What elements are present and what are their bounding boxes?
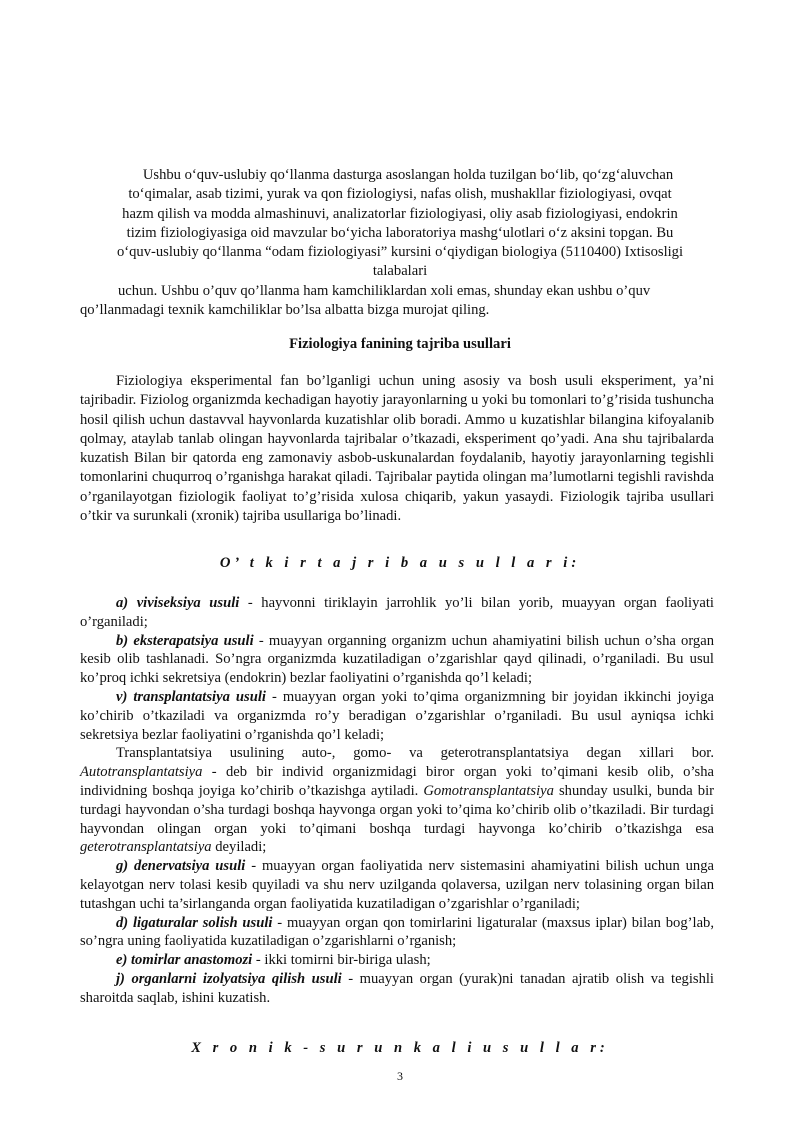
method-term: v) transplantatsiya usuli [116, 688, 266, 705]
gomo-text: shunday usulki, bunda bir turdagi hayvondan o’sha turdagi boshqa hayvonga organ yoki to’qima ko’chirib olib o’tkaziladi. Bir turdagi hayvondan olingan organ yoki to’qimani boshqa turdagi hayvonga ko’chirib o’tkazishga esa [80, 782, 714, 837]
list-item [80, 951, 714, 970]
method-text: - ikki tomirni bir-biriga ulash; [252, 952, 431, 969]
list-item [80, 594, 714, 632]
auto-term: Autotransplantatsiya [80, 764, 203, 781]
gomo-term: Gomotransplantatsiya [423, 782, 554, 799]
getero-term: geterotransplantatsiya [80, 839, 212, 856]
method-text: - hayvonni tiriklayin jarrohlik yo’li bilan yorib, muayyan organ faoliyati o’rganiladi; [80, 595, 714, 630]
intro-line: to‘qimalar, asab tizimi, yurak va qon fiziologiysi, nafas olish, mushakllar fiziologiyasi, ovqat [128, 186, 672, 203]
list-item [80, 857, 714, 913]
list-item [80, 970, 714, 1008]
method-term: a) viviseksiya usuli [116, 595, 240, 611]
page-number: 3 [397, 1069, 403, 1083]
section-title: Fiziologiya fanining tajriba usullari [289, 336, 511, 352]
method-text: - muayyan organ qon tomirlarini ligaturalar (maxsus iplar) bilan bog’lab, so’ngra uning faoliyatida kuzatiladigan o’zgarishlarni o’rganish; [80, 914, 714, 950]
intro-line: talabalari [372, 263, 428, 280]
transplant-paragraph [80, 744, 714, 857]
auto-text: - deb bir individ organizmidagi biror organ yoki to’qimani kesib olib, o’sha individning boshqa joyiga ko’chirib o’tkazishga aytiladi. [80, 764, 714, 799]
method-text: - muayyan organ faoliyatida nerv sistemasini ahamiyatini bilish uchun unga kelayotgan nerv tolasi kesib quyiladi va shu nerv uzilganda qolaversa, uzilgan nerv tolasining organ bilan tutashgan uchi ta’sirlanganda organ faoliyatida kuzatiladigan o’zgarishlar o’rganiladi; [80, 858, 715, 912]
method-term: g) denervatsiya usuli [116, 858, 246, 875]
method-term: d) ligaturalar solish usuli [116, 914, 273, 931]
acute-methods-heading: O’ t k i r t a j r i b a u s u l l a r i: [219, 555, 581, 571]
method-term: j) organlarni izolyatsiya qilish usuli [116, 970, 342, 987]
method-text: - muayyan organ yoki to’qima organizmning bir joyidan ikkinchi joyiga ko’chirib o’tkaziladi va organizmda ro’y beradigan o’zgarishlar o’rganiladi. Bu usul ayniqsa ichki sekretsiya bezlar faoliyatini o’rganishda qo’l keladi; [80, 688, 714, 743]
intro-line: Ushbu o‘quv-uslubiy qo‘llanma dasturga asoslangan holda tuzilgan bo‘lib, qo‘zg‘aluvchan [142, 167, 674, 183]
intro-line: hazm qilish va modda almashinuvi, analizatorlar fiziologiyasi, oliy asab fiziologiyasi, endokrin [122, 205, 678, 222]
list-item [80, 632, 714, 688]
intro-line: tizim fiziologiyasiga oid mavzular bo‘yicha laboratoriya mashg‘ulotlari o‘z aksini topgan. Bu [126, 224, 674, 241]
method-text: - muayyan organ (yurak)ni tanadan ajratib olish va tegishli sharoitda saqlab, ishini kuzatish. [80, 970, 714, 1006]
getero-text: deyiladi; [211, 839, 267, 856]
methods-list [80, 594, 714, 1008]
intro-paragraph [80, 166, 720, 320]
transplant-text: Transplantatsiya usulining auto-, gomo- va geterotransplantatsiya degan xillari bor. [116, 745, 714, 762]
method-term: e) tomirlar anastomozi [116, 952, 253, 969]
method-text: - muayyan organning organizm uchun ahamiyatini bilish uchun o’sha organ kesib olib tashlanadi. So’ngra organizmda kuzatiladigan o’zgarishlar qayd qilinadi, o’rganiladi. Bu usul ko’proq ichki sekretsiya (endokrin) bezlar faoliyatini o’rganishda qo’l keladi; [80, 632, 714, 687]
intro-line: o‘quv-uslubiy qo‘llanma “odam fiziologiyasi” kursini o‘qiydigan biologiya (5110400) Ixtisosligi [116, 244, 684, 261]
intro-tail: uchun. Ushbu o’quv qo’llanma ham kamchiliklardan xoli emas, shunday ekan ushbu o’quv qo’llanmadagi texnik kamchiliklar bo’lsa albatta bizga murojat qiling. [80, 282, 651, 319]
list-item [80, 914, 714, 952]
section-body: Fiziologiya eksperimental fan bo’lganligi uchun uning asosiy va bosh usuli eksperiment, ya’ni tajribadir. Fiziolog organizmda kechadigan hayotiy jarayonlarning u yoki bu tomonlari to’g’risida tushuncha hosil qilish uchun dastavval hayvonlarda kuzatishlar olib boradi. Ammo u kuzatishlar bilangina kifoyalanib qolmay, ataylab tanlab olingan hayvonlarda tajribalar o’tkazadi, eksperiment qo’yadi. Ana shu tajribalarda kuzatish Bilan bir qatorda eng zamonaviy asbob-uskunalardan foydalanib, hayotiy jarayonlarning tegishli tomonlarini chuqurroq o’rganishga harakat qiladi. Tajribalar paytida olingan ma’lumotlarni tegishli ravishda o’rganilayotgan fiziologik faoliyat to’g’risida xulosa chiqarib, yakun yasaydi. Fiziologik tajriba usullari o’tkir va surunkali (xronik) tajriba usullariga bo’linadi. [80, 373, 714, 525]
list-item [80, 688, 714, 744]
chronic-methods-heading: X r o n i k - s u r u n k a l i u s u l l a r: [191, 1040, 609, 1056]
method-term: b) eksterapatsiya usuli [116, 632, 254, 649]
